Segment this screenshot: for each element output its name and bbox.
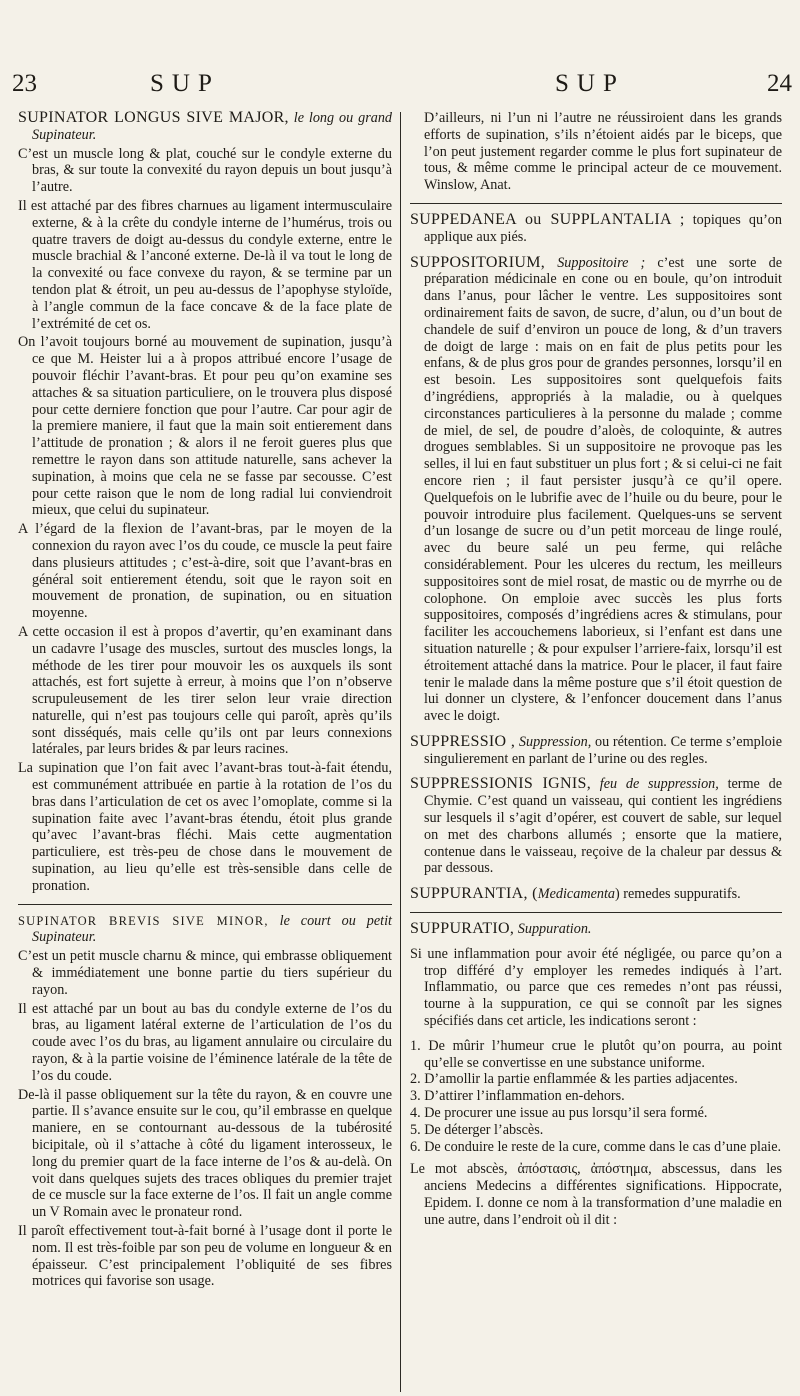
entry-continuation (410, 110, 782, 194)
entry-body (410, 734, 782, 768)
entry-suppuratio (410, 921, 782, 1229)
list-item: 5. De déterger l’abscès. (410, 1121, 544, 1138)
running-head-right: SUP (555, 70, 625, 97)
definition: c’est une sorte de préparation médicinale en cone ou en boule, qu’on introduit dans l’anus, pour lâcher le ventre. Les suppositoires sont ordinairement faits de savon, de sucre, d’alun, ou d’un bout de chandele de suif d’environ un pouce de long, & d’un travers de doigt de large : mais on en fait de plus petits pour les enfans, & de plus gros pour de grandes personnes, lorsqu’il en est besoin. Les suppositoires sont quelquefois faits d’ingrédiens, appropriés à la maladie, ou à quelques circonstances particulieres à la personne du malade ; comme de miel, de sel, de poudre d’aloès, de coloquinte, & autres drogues semblables. Si un suppositoire ne provoque pas les selles, il lui en faut substituer un plus fort ; & si celui-ci ne fait encore rien ; il faut persister jusqu’à ce qu’il opere. Quelquefois on le lubrifie avec de l’huile ou du beure, pour le pouvoir introduire plus facilement. Quelques-uns se servent d’un losange de sucre ou d’un petit morceau de linge roulé, avec du beure salé un peu ferme, qui relâche considérablement. Pour les ulceres du rectum, les meilleurs suppositoires sont de miel rosat, de mastic ou de myrrhe ou de colophone. On emploie avec succès les plus forts suppositoires, composés d’ingrédiens acres & stimulans, pour faciliter les accouchemens laborieux, si l’enfant est dans une situation naturelle ; & pour expulser l’arriere-faix, lorsqu’il est étroitement attaché dans la matrice. Pour le placer, il faut faire tenir le malade dans la même posture que s’il étoit question de lui donner un clystere, & l’enfoncer doucement dans l’anus avec le doigt. (424, 254, 782, 725)
entry-separator (410, 203, 782, 204)
entry-body (410, 886, 782, 903)
entry-suppedanea (410, 212, 782, 246)
entry-heading (410, 921, 782, 938)
entry-suppressio (410, 734, 782, 768)
paragraph: A l’égard de la flexion de l’avant-bras, par le moyen de la connexion du rayon avec l’os du coude, ce muscle la peut faire dans plusieurs attitudes ; c’est-à-dire, soit que l’avant-bras en général soit entierement étendu, soit que le rayon soit en mouvement de pronation, de supination, ou en situation moyenne. (18, 521, 392, 622)
entry-heading (410, 212, 782, 246)
paragraph: C’est un petit muscle charnu & mince, qui embrasse obliquement & immédiatement une bonne partie du tiers supérieur du rayon. (18, 948, 392, 998)
entry-suppositorium (410, 255, 782, 725)
entry-body (410, 776, 782, 877)
indications-list (410, 1038, 782, 1156)
french-gloss: Suppression, (518, 733, 592, 750)
definition: ) remedes suppuratifs. (615, 886, 741, 903)
french-gloss: Suppositoire ; (557, 254, 646, 271)
entry-suppressionis-ignis (410, 776, 782, 877)
french-gloss: Medicamenta (537, 886, 615, 903)
entry-supinator-longus (18, 110, 392, 895)
paragraph: Si une inflammation pour avoir été négligée, ou parce qu’on a trop différé d’y employer les remedes indiqués à l’art. Inflammatio, ou parce que ces remedes n’ont pas réussi, tourne à la suppuration, ce qui se connoît par les signes spécifiés dans cet article, les indications seront : (410, 945, 782, 1030)
entry-body (410, 255, 782, 725)
page-number-left: 23 (12, 70, 37, 97)
french-gloss: le court ou petit Supinateur. (32, 912, 393, 946)
entry-separator (410, 912, 782, 913)
list-item: 4. De procurer une issue au pus lorsqu’il sera formé. (410, 1105, 708, 1122)
paragraph: Il est attaché par un bout au bas du condyle externe de l’os du bras, au ligament latéral externe de l’articulation de l’os du coude avec l’os du bras, au ligament annulaire ou circulaire du rayon, & à la partie voisine de l’éminence latérale de la tête de l’os du coude. (18, 1000, 392, 1084)
headword: SUPPEDANEA ou SUPPLANTALIA ; (410, 210, 685, 228)
page-number-right: 24 (767, 70, 792, 97)
column-divider (400, 112, 401, 1392)
entry-suppurantia (410, 886, 782, 903)
list-item: 3. D’attirer l’inflammation en-dehors. (410, 1088, 625, 1105)
paragraph: Il est attaché par des fibres charnues au ligament intermusculaire externe, & à la crête du condyle interne de l’humérus, trois ou quatre travers de doigt au-dessus du condyle externe, entre le muscle brachial & l’anconé externe. De-là il va tout le long de la convexité ou face convexe du rayon, & se termine par un tendon plat & étroit, un peu au-dessus de l’apophyse styloïde, à l’angle commun de la face concave & de la face plate de l’extrémité de cet os. (18, 197, 392, 332)
paragraph: De-là il passe obliquement sur la tête du rayon, & en couvre une partie. Il s’avance ensuite sur le cou, qu’il embrasse en quelque maniere, en se contournant au-dessous de la tubérosité bicipitale, où il s’attache à côté du ligament interosseux, le long du premier quart de la face interne de l’os & au-delà. On voit dans quelques sujets des traces obliques du premier trajet de ce muscle sur la face externe de l’os. Il fait un angle comme un V Romain avec le pronateur rond. (18, 1086, 392, 1221)
headword: SUPPRESSIONIS IGNIS, (410, 775, 592, 793)
paragraph: Le mot abscès, ἀπόστασις, ἀπόστημα, abscessus, dans les anciens Medecins a différentes significations. Hippocrate, Epidem. I. donne ce nom à la transformation d’une maladie en une autre, dans l’endroit où il dit : (410, 1161, 782, 1228)
french-gloss: Suppuration. (517, 921, 592, 938)
entry-heading (18, 913, 392, 947)
headword: SUPINATOR BREVIS SIVE MINOR, (18, 913, 269, 928)
definition: ou rétention. Ce terme s’emploie singulierement en parlant de l’urine ou des regles. (424, 733, 783, 767)
paragraph: A cette occasion il est à propos d’avertir, qu’en examinant dans un cadavre l’usage des muscles, surtout des muscles longs, la méthode de les tirer pour mouvoir les os auxquels ils sont attachés, est fort sujette à erreur, à moins que l’on n’observe scrupuleusement de les tirer selon leur vraie direction naturelle, qui n’est pas toujours celle qui paroît, après qu’ils sont disséqués, mais celle qu’ils ont par leurs connexions latérales, par leurs brides & par leurs racines. (18, 623, 392, 758)
entry-supinator-brevis (18, 913, 392, 1291)
paragraph: C’est un muscle long & plat, couché sur le condyle externe du bras, & sur toute la convexité du rayon depuis un bout jusqu’à l’autre. (18, 145, 392, 196)
headword: SUPPURANTIA, ( (410, 885, 538, 903)
list-item: 6. De conduire le reste de la cure, comme dans le cas d’une plaie. (410, 1138, 782, 1155)
running-head-left: SUP (150, 70, 220, 97)
entry-separator (18, 904, 392, 905)
french-gloss: feu de suppression, (599, 776, 719, 793)
list-item: 1. De mûrir l’humeur crue le plutôt qu’on pourra, au point qu’elle se convertisse en une substance uniforme. (410, 1037, 782, 1071)
list-item: 2. D’amollir la partie enflammée & les parties adjacentes. (410, 1071, 738, 1088)
headword: SUPPOSITORIUM, (410, 253, 546, 271)
french-gloss: le long ou grand Supinateur. (32, 110, 393, 143)
entry-heading (18, 110, 392, 144)
paragraph: La supination que l’on fait avec l’avant-bras tout-à-fait étendu, est communément attribuée en partie à la rotation de l’os du bras dans l’articulation de cet os avec l’omoplate, comme si la supination faite avec l’avant-bras étendu, étoit plus grande qu’avec l’avant-bras fléchi. Mais cette augmentation particuliere, est très-peu de chose dans le mouvement de supination, au lieu qu’elle est très-sensible dans celle de pronation. (18, 760, 392, 894)
left-column (18, 110, 392, 1299)
paragraph: On l’avoit toujours borné au mouvement de supination, jusqu’à ce que M. Heister lui a à propos attribué encore l’usage de pouvoir fléchir l’avant-bras. Et pour peu qu’on examine ses attaches & sa situation particuliere, on le trouvera plus disposé pour cette derniere fonction que pour l’autre. Car pour agir de la premiere maniere, il faut que la main soit entierement dans l’attitude de pronation ; & alors il ne feroit gueres plus que remettre le rayon dans son attitude naturelle, sans achever la supination, à moins que cela ne se fasse par secousse. C’est pour cette raison que le nom de long radial lui conviendroit mieux, que celui du supinateur. (18, 334, 392, 519)
definition: terme de Chymie. C’est quand un vaisseau, qui contient les ingrédiens sur lesquels il s’agit d’opérer, est couvert de sable, sur lequel on met des charbons allumés ; ensorte que la matiere, contenue dans le vaisseau, reçoive de la chaleur par dessus & par dessous. (424, 776, 782, 877)
headword: SUPPRESSIO , (410, 732, 516, 750)
right-column (410, 110, 782, 1238)
definition: topiques qu’on applique aux piés. (424, 211, 782, 245)
headword: SUPINATOR LONGUS SIVE MAJOR, (18, 109, 289, 126)
paragraph: D’ailleurs, ni l’un ni l’autre ne réussiroient dans les grands efforts de supination, s’ils n’étoient aidés par le biceps, que l’on peut justement regarder comme le plus fort supinateur de tous, & même comme le principal acteur de ce mouvement. Winslow, Anat. (424, 110, 782, 194)
headword: SUPPURATIO, (410, 920, 515, 938)
paragraph: Il paroît effectivement tout-à-fait borné à l’usage dont il porte le nom. Il est très-foible par son peu de volume en longueur & en épaisseur. C’est principalement l’obliquité de ses fibres motrices qui favorise son usage. (18, 1223, 392, 1290)
